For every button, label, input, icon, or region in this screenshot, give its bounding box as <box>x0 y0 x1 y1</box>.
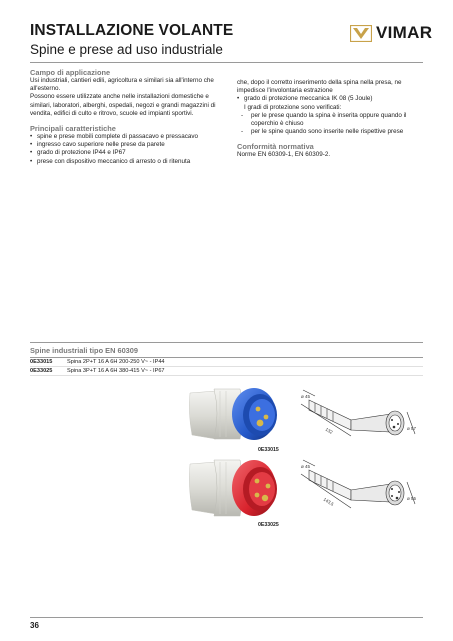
verification-intro: I gradi di protezione sono verificati: <box>244 103 342 111</box>
product-description: Spina 3P+T 16 A 6H 380-415 V~ - IP67 <box>67 368 165 374</box>
dimension-drawing-bottom <box>295 458 425 516</box>
conformita-text: Norme EN 60309-1, EN 60309-2. <box>237 151 331 159</box>
catalog-table <box>30 357 423 376</box>
verification-list <box>237 112 427 137</box>
caratteristiche-list <box>30 133 230 166</box>
dim-diameter-label: ø 45 <box>301 464 311 469</box>
conformita-heading: Conformità normativa <box>237 142 314 152</box>
dim-head-diameter-label: ø 55 <box>407 496 417 501</box>
list-item: • prese con dispositivo meccanico di arresto o di ritenuta <box>30 158 230 166</box>
dim-diameter-label: ø 45 <box>301 394 311 399</box>
catalog-divider <box>30 342 423 343</box>
list-item: • grado di protezione IP44 e IP67 <box>30 149 230 157</box>
list-item: - per le prese quando la spina è inserita oppure quando il coperchio è chiuso <box>237 112 427 128</box>
header-divider <box>30 62 423 63</box>
blue-plug-photo <box>186 383 291 445</box>
protection-list <box>237 95 427 103</box>
brand-name: VIMAR <box>376 23 433 42</box>
list-item: • spine e prese mobili complete di passacavo e pressacavo <box>30 133 230 141</box>
catalog-title: Spine industriali tipo EN 60309 <box>30 346 139 355</box>
list-item: • grado di protezione meccanica IK 08 (5 Joule) <box>237 95 427 103</box>
table-row <box>30 357 423 367</box>
vimar-logo <box>350 23 432 43</box>
product-description: Spina 2P+T 16 A 6H 200-250 V~ - IP44 <box>67 359 165 365</box>
dim-length-label: 143,5 <box>322 496 335 507</box>
page-subtitle: Spine e prese ad uso industriale <box>30 42 223 57</box>
campo-heading: Campo di applicazione <box>30 68 111 77</box>
table-row <box>30 367 423 376</box>
product-code: 0E33025 <box>30 368 53 374</box>
product-label: 0E33015 <box>258 447 279 453</box>
product-code: 0E33015 <box>30 359 53 365</box>
vimar-logo-icon <box>350 25 372 42</box>
list-item: • ingresso cavo superiore nelle prese da parete <box>30 141 230 149</box>
campo-paragraph-2: Possono essere utilizzate anche nelle installazioni domestiche e similari, laboratori, alberghi, ospedali, negozi e grandi magazzini di vendita, edifici di culto e ritrovo, scuole ed impianti sportivi. <box>30 93 216 117</box>
page-number: 36 <box>30 621 39 630</box>
right-column <box>237 79 427 160</box>
dimension-drawing-top <box>295 388 425 446</box>
list-item: - per le spine quando sono inserite nelle rispettive prese <box>237 128 427 136</box>
page-title: INSTALLAZIONE VOLANTE <box>30 22 234 39</box>
campo-paragraph-1: Usi industriali, cantieri edili, agricoltura e similari sia all'interno che all'esterno. <box>30 77 214 93</box>
product-label: 0E33025 <box>258 522 279 528</box>
dim-length-label: 132 <box>324 426 334 435</box>
continued-paragraph: che, dopo il corretto inserimento della spina nella presa, ne impedisce l'involontaria estrazione <box>237 79 402 95</box>
red-plug-photo <box>186 456 291 520</box>
left-column <box>30 68 230 166</box>
footer-divider <box>30 617 423 618</box>
dim-head-diameter-label: ø 57 <box>407 426 417 431</box>
caratteristiche-heading: Principali caratteristiche <box>30 124 116 134</box>
